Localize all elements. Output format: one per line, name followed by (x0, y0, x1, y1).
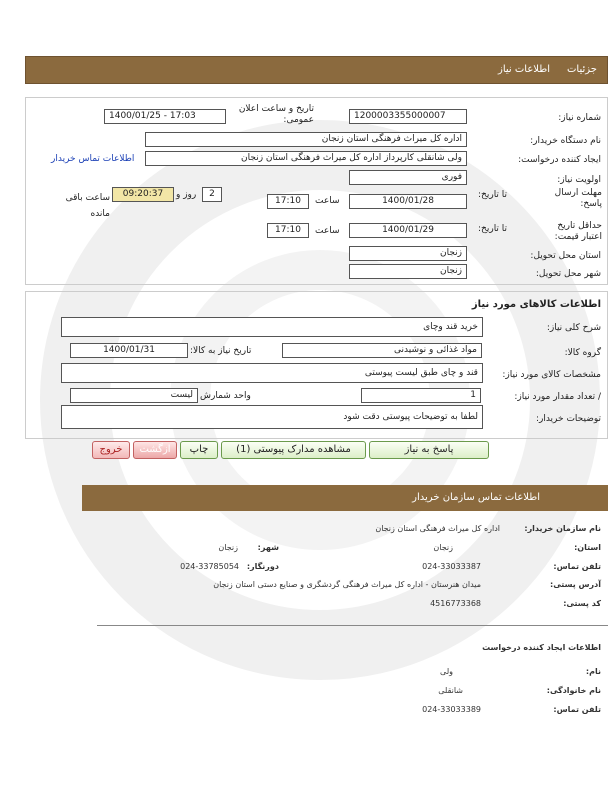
exit-button[interactable]: خروج (92, 441, 130, 459)
priority-label: اولویت نیاز: (557, 175, 601, 185)
countdown-field: 09:20:37 (112, 187, 174, 202)
print-button[interactable]: چاپ (180, 441, 218, 459)
buyer-notes-label: توضیحات خریدار: (535, 414, 601, 424)
deadline-date-field: 1400/01/28 (349, 194, 467, 209)
contact-province-value: زنجان (433, 543, 453, 552)
need-number-label: شماره نیاز: (558, 113, 601, 123)
delivery-province-field: زنجان (349, 246, 467, 261)
delivery-city-label: شهر محل تحویل: (535, 269, 601, 279)
request-creator-label: ایجاد کننده درخواست: (518, 155, 601, 165)
creator-info-title: اطلاعات ایجاد کننده درخواست (482, 643, 601, 652)
org-name-label: نام سازمان خریدار: (524, 524, 601, 533)
need-date-label: تاریخ نیاز به کالا: (190, 346, 252, 356)
buyer-org-field: اداره کل میراث فرهنگی استان زنجان (145, 132, 467, 147)
response-deadline-label: مهلت ارسال پاسخ: (554, 188, 602, 209)
goods-spec-label: مشخصات کالای مورد نیاز: (502, 370, 601, 380)
general-desc-field: خرید قند وچای (61, 317, 483, 337)
request-creator-field: ولی شانقلی کارپرداز اداره کل میراث فرهنگی استان زنجان (145, 151, 467, 166)
tab-details[interactable]: جزئیات (567, 64, 597, 75)
days-remaining-field: 2 (202, 187, 222, 202)
contact-province-label: استان: (574, 543, 601, 552)
goods-group-field: مواد غذائی و نوشیدنی (282, 343, 482, 358)
validity-time-field: 17:10 (267, 223, 309, 238)
announce-date-field: 1400/01/25 - 17:03 (104, 109, 226, 124)
need-number-field: 1200003355000007 (349, 109, 467, 124)
goods-spec-field: قند و چای طبق لیست پیوستی (61, 363, 483, 383)
general-desc-label: شرح کلی نیاز: (546, 323, 601, 333)
postal-address-value: میدان هنرستان - اداره کل میراث فرهنگی گردشگری و صنایع دستی استان زنجان (213, 580, 481, 589)
contact-phone-label: تلفن تماس: (553, 562, 601, 571)
remaining-word: ساعت باقی مانده (65, 193, 110, 219)
validity-date-field: 1400/01/29 (349, 223, 467, 238)
tab-need-info[interactable]: اطلاعات نیاز (498, 64, 550, 75)
priority-field: فوری (349, 170, 467, 185)
back-button[interactable]: ازگشت (133, 441, 177, 459)
buyer-notes-field: لطفا به توضیحات پیوستی دقت شود (61, 405, 483, 429)
contact-phone-value: 024-33033387 (422, 562, 481, 571)
postal-code-label: کد پستی: (563, 599, 601, 608)
contact-fax-label: دورنگار: (246, 562, 279, 571)
quantity-field: 1 (361, 388, 481, 403)
contact-section-title: اطلاعات تماس سازمان خریدار (412, 492, 540, 503)
contact-city-value: زنجان (218, 543, 238, 552)
creator-last-name-label: نام خانوادگی: (546, 686, 601, 695)
creator-phone-label: تلفن تماس: (553, 705, 601, 714)
postal-address-label: آدرس پستی: (550, 580, 601, 589)
creator-phone-value: 024-33033389 (422, 705, 481, 714)
price-validity-label: حداقل تاریخ اعتبار قیمت: (554, 221, 602, 242)
goods-section-title: اطلاعات کالاهای مورد نیاز (471, 299, 601, 310)
org-name-value: اداره کل میراث فرهنگی استان زنجان (375, 524, 500, 533)
need-date-field: 1400/01/31 (70, 343, 188, 358)
buyer-contact-link[interactable]: اطلاعات تماس خریدار (51, 154, 135, 164)
contact-fax-value: 024-33785054 (180, 562, 239, 571)
validity-time-label: ساعت (315, 226, 340, 236)
unit-label: واحد شمارش (200, 391, 251, 401)
contact-divider (97, 625, 608, 626)
view-attachments-button[interactable]: مشاهده مدارک پیوستی (1) (221, 441, 366, 459)
announce-date-label: تاریخ و ساعت اعلان عمومی: (238, 104, 314, 125)
unit-field: لیست (70, 388, 198, 403)
creator-last-name-value: شانقلی (438, 686, 463, 695)
deadline-time-label: ساعت (315, 196, 340, 206)
buyer-org-label: نام دستگاه خریدار: (530, 136, 601, 146)
delivery-province-label: استان محل تحویل: (530, 251, 601, 261)
deadline-to-date-label: تا تاریخ: (478, 190, 508, 200)
delivery-city-field: زنجان (349, 264, 467, 279)
creator-first-name-value: ولی (440, 667, 453, 676)
postal-code-value: 4516773368 (430, 599, 481, 608)
contact-city-label: شهر: (257, 543, 279, 552)
goods-group-label: گروه کالا: (564, 348, 601, 358)
creator-first-name-label: نام: (585, 667, 601, 676)
validity-to-date-label: تا تاریخ: (478, 224, 508, 234)
respond-button[interactable]: پاسخ به نیاز (369, 441, 489, 459)
days-word: روز و (176, 190, 197, 200)
quantity-label: / تعداد مقدار مورد نیاز: (514, 392, 601, 402)
deadline-time-field: 17:10 (267, 194, 309, 209)
